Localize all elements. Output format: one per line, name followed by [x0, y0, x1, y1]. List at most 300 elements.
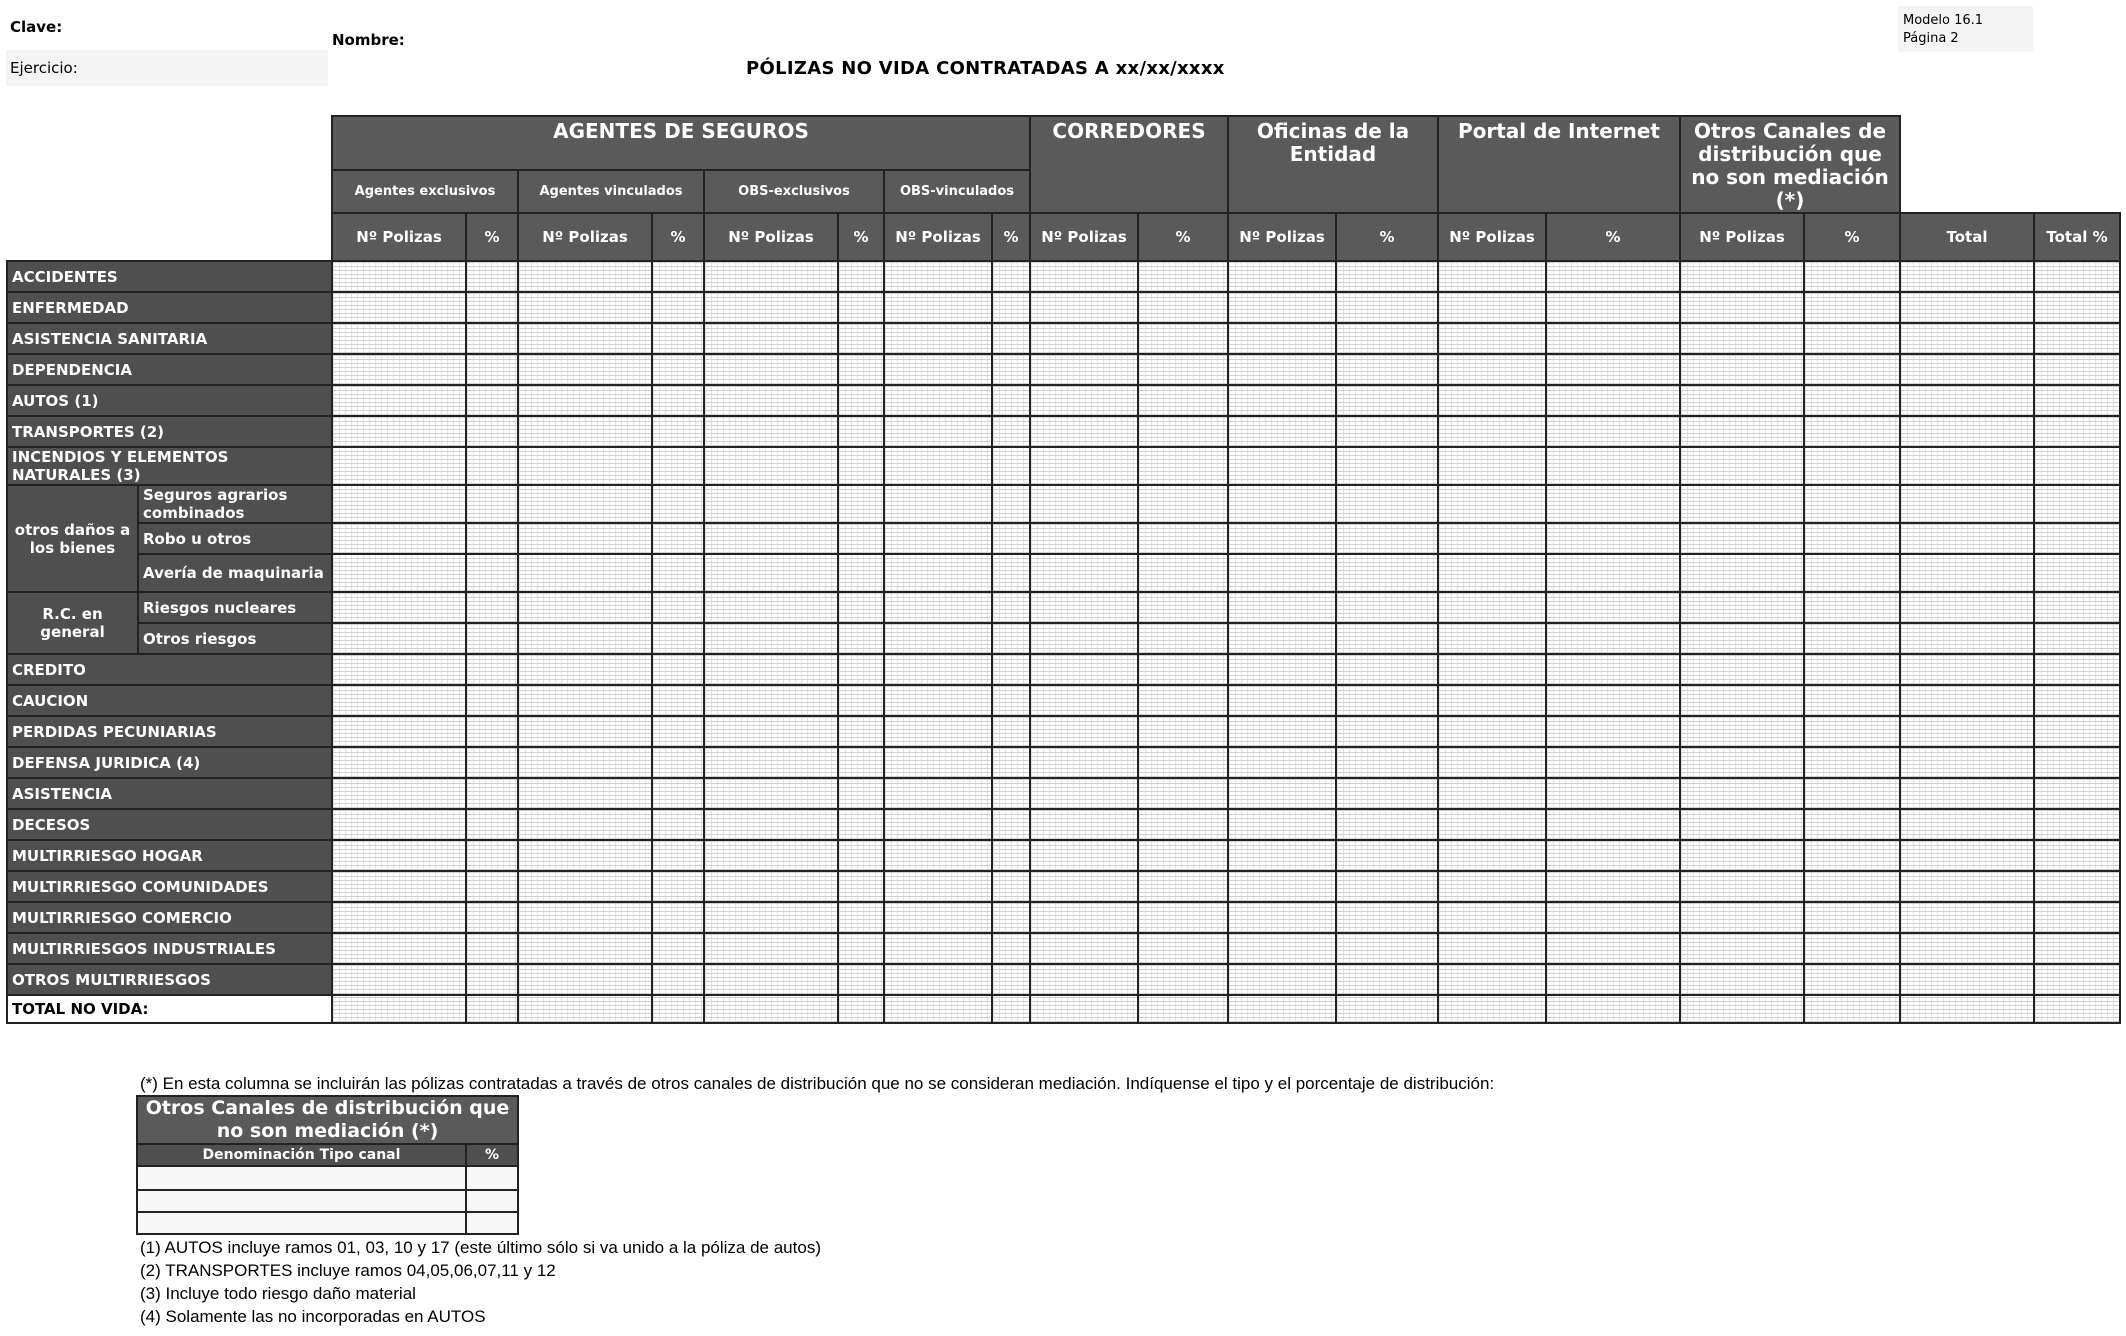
data-cell[interactable]: [518, 871, 652, 902]
data-cell[interactable]: [466, 292, 518, 323]
data-cell[interactable]: [1336, 523, 1438, 554]
data-cell[interactable]: [1900, 685, 2034, 716]
data-cell[interactable]: [332, 354, 466, 385]
data-cell[interactable]: [838, 902, 884, 933]
data-cell[interactable]: [332, 995, 466, 1023]
data-cell[interactable]: [704, 323, 838, 354]
data-cell[interactable]: [1546, 995, 1680, 1023]
data-cell[interactable]: [1228, 840, 1336, 871]
data-cell[interactable]: [838, 623, 884, 654]
data-cell[interactable]: [838, 261, 884, 292]
data-cell[interactable]: [1438, 523, 1546, 554]
data-cell[interactable]: [652, 995, 704, 1023]
data-cell[interactable]: [884, 554, 992, 592]
data-cell[interactable]: [1680, 716, 1804, 747]
data-cell[interactable]: [704, 292, 838, 323]
data-cell[interactable]: [332, 592, 466, 623]
data-cell[interactable]: [1228, 716, 1336, 747]
data-cell[interactable]: [2034, 447, 2120, 485]
data-cell[interactable]: [992, 747, 1030, 778]
data-cell[interactable]: [1030, 261, 1138, 292]
data-cell[interactable]: [332, 902, 466, 933]
data-cell[interactable]: [838, 871, 884, 902]
data-cell[interactable]: [1546, 554, 1680, 592]
data-cell[interactable]: [652, 385, 704, 416]
data-cell[interactable]: [884, 292, 992, 323]
data-cell[interactable]: [2034, 964, 2120, 995]
data-cell[interactable]: [1030, 592, 1138, 623]
data-cell[interactable]: [1804, 933, 1900, 964]
data-cell[interactable]: [1336, 485, 1438, 523]
data-cell[interactable]: [1804, 292, 1900, 323]
data-cell[interactable]: [704, 447, 838, 485]
data-cell[interactable]: [652, 902, 704, 933]
data-cell[interactable]: [1138, 716, 1228, 747]
data-cell[interactable]: [1138, 592, 1228, 623]
data-cell[interactable]: [838, 840, 884, 871]
data-cell[interactable]: [1228, 292, 1336, 323]
data-cell[interactable]: [1900, 747, 2034, 778]
data-cell[interactable]: [992, 354, 1030, 385]
data-cell[interactable]: [1546, 871, 1680, 902]
data-cell[interactable]: [1804, 623, 1900, 654]
data-cell[interactable]: [1030, 523, 1138, 554]
data-cell[interactable]: [1336, 323, 1438, 354]
data-cell[interactable]: [838, 447, 884, 485]
data-cell[interactable]: [1336, 592, 1438, 623]
data-cell[interactable]: [1138, 292, 1228, 323]
data-cell[interactable]: [466, 416, 518, 447]
data-cell[interactable]: [466, 323, 518, 354]
data-cell[interactable]: [1438, 685, 1546, 716]
data-cell[interactable]: [2034, 354, 2120, 385]
data-cell[interactable]: [992, 447, 1030, 485]
data-cell[interactable]: [466, 716, 518, 747]
data-cell[interactable]: [466, 354, 518, 385]
data-cell[interactable]: [1138, 485, 1228, 523]
data-cell[interactable]: [2034, 747, 2120, 778]
data-cell[interactable]: [992, 523, 1030, 554]
data-cell[interactable]: [332, 716, 466, 747]
data-cell[interactable]: [2034, 778, 2120, 809]
data-cell[interactable]: [466, 523, 518, 554]
data-cell[interactable]: [332, 623, 466, 654]
data-cell[interactable]: [1228, 554, 1336, 592]
data-cell[interactable]: [1804, 485, 1900, 523]
data-cell[interactable]: [1546, 778, 1680, 809]
data-cell[interactable]: [1546, 840, 1680, 871]
data-cell[interactable]: [652, 685, 704, 716]
data-cell[interactable]: [466, 778, 518, 809]
data-cell[interactable]: [466, 902, 518, 933]
data-cell[interactable]: [2034, 523, 2120, 554]
data-cell[interactable]: [1228, 354, 1336, 385]
data-cell[interactable]: [992, 323, 1030, 354]
data-cell[interactable]: [1030, 623, 1138, 654]
data-cell[interactable]: [838, 485, 884, 523]
data-cell[interactable]: [466, 485, 518, 523]
data-cell[interactable]: [1546, 964, 1680, 995]
data-cell[interactable]: [838, 554, 884, 592]
data-cell[interactable]: [2034, 654, 2120, 685]
data-cell[interactable]: [838, 416, 884, 447]
data-cell[interactable]: [518, 747, 652, 778]
data-cell[interactable]: [1438, 554, 1546, 592]
data-cell[interactable]: [1228, 416, 1336, 447]
data-cell[interactable]: [1680, 447, 1804, 485]
data-cell[interactable]: [1680, 485, 1804, 523]
data-cell[interactable]: [652, 778, 704, 809]
data-cell[interactable]: [1438, 323, 1546, 354]
data-cell[interactable]: [466, 809, 518, 840]
data-cell[interactable]: [1680, 778, 1804, 809]
data-cell[interactable]: [1680, 995, 1804, 1023]
data-cell[interactable]: [1680, 654, 1804, 685]
data-cell[interactable]: [1138, 385, 1228, 416]
data-cell[interactable]: [518, 485, 652, 523]
data-cell[interactable]: [1680, 964, 1804, 995]
data-cell[interactable]: [992, 871, 1030, 902]
data-cell[interactable]: [1900, 261, 2034, 292]
data-cell[interactable]: [1546, 354, 1680, 385]
data-cell[interactable]: [1336, 685, 1438, 716]
data-cell[interactable]: [1900, 592, 2034, 623]
data-cell[interactable]: [1438, 485, 1546, 523]
data-cell[interactable]: [1438, 964, 1546, 995]
data-cell[interactable]: [704, 716, 838, 747]
data-cell[interactable]: [652, 871, 704, 902]
data-cell[interactable]: [1804, 654, 1900, 685]
data-cell[interactable]: [1336, 261, 1438, 292]
data-cell[interactable]: [838, 654, 884, 685]
data-cell[interactable]: [1138, 323, 1228, 354]
data-cell[interactable]: [838, 323, 884, 354]
data-cell[interactable]: [1336, 995, 1438, 1023]
data-cell[interactable]: [1228, 747, 1336, 778]
data-cell[interactable]: [1138, 554, 1228, 592]
data-cell[interactable]: [1030, 933, 1138, 964]
data-cell[interactable]: [838, 995, 884, 1023]
data-cell[interactable]: [2034, 716, 2120, 747]
data-cell[interactable]: [518, 654, 652, 685]
data-cell[interactable]: [1138, 447, 1228, 485]
data-cell[interactable]: [1546, 261, 1680, 292]
data-cell[interactable]: [1680, 385, 1804, 416]
data-cell[interactable]: [1680, 416, 1804, 447]
data-cell[interactable]: [1336, 933, 1438, 964]
data-cell[interactable]: [1030, 554, 1138, 592]
data-cell[interactable]: [332, 323, 466, 354]
data-cell[interactable]: [704, 778, 838, 809]
data-cell[interactable]: [466, 933, 518, 964]
data-cell[interactable]: [332, 840, 466, 871]
data-cell[interactable]: [884, 592, 992, 623]
data-cell[interactable]: [1336, 964, 1438, 995]
data-cell[interactable]: [1900, 778, 2034, 809]
data-cell[interactable]: [992, 840, 1030, 871]
data-cell[interactable]: [1900, 623, 2034, 654]
data-cell[interactable]: [1030, 964, 1138, 995]
data-cell[interactable]: [466, 261, 518, 292]
data-cell[interactable]: [1680, 623, 1804, 654]
data-cell[interactable]: [1228, 902, 1336, 933]
data-cell[interactable]: [332, 292, 466, 323]
data-cell[interactable]: [1680, 354, 1804, 385]
data-cell[interactable]: [704, 964, 838, 995]
data-cell[interactable]: [884, 995, 992, 1023]
data-cell[interactable]: [838, 747, 884, 778]
data-cell[interactable]: [652, 354, 704, 385]
data-cell[interactable]: [1680, 747, 1804, 778]
data-cell[interactable]: [704, 933, 838, 964]
data-cell[interactable]: [1030, 685, 1138, 716]
data-cell[interactable]: [884, 654, 992, 685]
data-cell[interactable]: [2034, 554, 2120, 592]
data-cell[interactable]: [1030, 809, 1138, 840]
data-cell[interactable]: [518, 716, 652, 747]
data-cell[interactable]: [1438, 261, 1546, 292]
data-cell[interactable]: [992, 778, 1030, 809]
data-cell[interactable]: [1804, 416, 1900, 447]
data-cell[interactable]: [838, 354, 884, 385]
data-cell[interactable]: [1546, 716, 1680, 747]
data-cell[interactable]: [2034, 623, 2120, 654]
data-cell[interactable]: [704, 747, 838, 778]
data-cell[interactable]: [1680, 592, 1804, 623]
data-cell[interactable]: [332, 385, 466, 416]
data-cell[interactable]: [838, 933, 884, 964]
data-cell[interactable]: [332, 933, 466, 964]
data-cell[interactable]: [838, 778, 884, 809]
data-cell[interactable]: [1680, 261, 1804, 292]
data-cell[interactable]: [704, 902, 838, 933]
data-cell[interactable]: [518, 554, 652, 592]
data-cell[interactable]: [884, 385, 992, 416]
data-cell[interactable]: [1336, 840, 1438, 871]
data-cell[interactable]: [518, 523, 652, 554]
data-cell[interactable]: [652, 523, 704, 554]
data-cell[interactable]: [1546, 747, 1680, 778]
data-cell[interactable]: [884, 964, 992, 995]
data-cell[interactable]: [1438, 778, 1546, 809]
data-cell[interactable]: [1336, 385, 1438, 416]
data-cell[interactable]: [884, 354, 992, 385]
data-cell[interactable]: [1336, 747, 1438, 778]
data-cell[interactable]: [1900, 871, 2034, 902]
data-cell[interactable]: [466, 554, 518, 592]
data-cell[interactable]: [518, 933, 652, 964]
data-cell[interactable]: [518, 685, 652, 716]
data-cell[interactable]: [1900, 933, 2034, 964]
data-cell[interactable]: [1228, 523, 1336, 554]
data-cell[interactable]: [652, 416, 704, 447]
data-cell[interactable]: [1804, 554, 1900, 592]
data-cell[interactable]: [884, 778, 992, 809]
data-cell[interactable]: [1438, 416, 1546, 447]
data-cell[interactable]: [1804, 902, 1900, 933]
data-cell[interactable]: [2034, 592, 2120, 623]
data-cell[interactable]: [1900, 902, 2034, 933]
data-cell[interactable]: [1900, 995, 2034, 1023]
data-cell[interactable]: [1438, 447, 1546, 485]
data-cell[interactable]: [992, 485, 1030, 523]
data-cell[interactable]: [1030, 871, 1138, 902]
data-cell[interactable]: [518, 995, 652, 1023]
data-cell[interactable]: [704, 592, 838, 623]
data-cell[interactable]: [1138, 623, 1228, 654]
data-cell[interactable]: [884, 447, 992, 485]
data-cell[interactable]: [518, 447, 652, 485]
data-cell[interactable]: [704, 840, 838, 871]
data-cell[interactable]: [1438, 654, 1546, 685]
data-cell[interactable]: [1336, 902, 1438, 933]
data-cell[interactable]: [2034, 685, 2120, 716]
data-cell[interactable]: [884, 323, 992, 354]
data-cell[interactable]: [518, 292, 652, 323]
data-cell[interactable]: [1546, 902, 1680, 933]
data-cell[interactable]: [1804, 592, 1900, 623]
data-cell[interactable]: [1030, 716, 1138, 747]
data-cell[interactable]: [332, 447, 466, 485]
data-cell[interactable]: [1138, 964, 1228, 995]
data-cell[interactable]: [1228, 654, 1336, 685]
data-cell[interactable]: [1030, 416, 1138, 447]
data-cell[interactable]: [466, 840, 518, 871]
data-cell[interactable]: [838, 685, 884, 716]
data-cell[interactable]: [332, 416, 466, 447]
data-cell[interactable]: [332, 261, 466, 292]
data-cell[interactable]: [332, 809, 466, 840]
data-cell[interactable]: [466, 623, 518, 654]
data-cell[interactable]: [704, 416, 838, 447]
data-cell[interactable]: [704, 871, 838, 902]
data-cell[interactable]: [1680, 685, 1804, 716]
data-cell[interactable]: [704, 354, 838, 385]
data-cell[interactable]: [704, 554, 838, 592]
data-cell[interactable]: [1546, 623, 1680, 654]
data-cell[interactable]: [884, 933, 992, 964]
data-cell[interactable]: [1228, 261, 1336, 292]
data-cell[interactable]: [1546, 933, 1680, 964]
data-cell[interactable]: [884, 416, 992, 447]
data-cell[interactable]: [332, 685, 466, 716]
data-cell[interactable]: [1336, 554, 1438, 592]
data-cell[interactable]: [704, 654, 838, 685]
data-cell[interactable]: [1900, 292, 2034, 323]
data-cell[interactable]: [652, 292, 704, 323]
data-cell[interactable]: [1228, 778, 1336, 809]
data-cell[interactable]: [992, 385, 1030, 416]
data-cell[interactable]: [1804, 523, 1900, 554]
data-cell[interactable]: [652, 964, 704, 995]
data-cell[interactable]: [1228, 485, 1336, 523]
data-cell[interactable]: [1138, 354, 1228, 385]
data-cell[interactable]: [2034, 416, 2120, 447]
data-cell[interactable]: [1804, 385, 1900, 416]
data-cell[interactable]: [332, 747, 466, 778]
data-cell[interactable]: [1138, 523, 1228, 554]
data-cell[interactable]: [2034, 933, 2120, 964]
otros-canal-pct-cell[interactable]: [466, 1190, 518, 1212]
data-cell[interactable]: [992, 261, 1030, 292]
data-cell[interactable]: [1900, 385, 2034, 416]
data-cell[interactable]: [1804, 323, 1900, 354]
data-cell[interactable]: [1680, 840, 1804, 871]
data-cell[interactable]: [518, 261, 652, 292]
data-cell[interactable]: [1138, 685, 1228, 716]
data-cell[interactable]: [1546, 385, 1680, 416]
data-cell[interactable]: [704, 809, 838, 840]
data-cell[interactable]: [1138, 747, 1228, 778]
data-cell[interactable]: [1228, 385, 1336, 416]
data-cell[interactable]: [1228, 995, 1336, 1023]
data-cell[interactable]: [1680, 902, 1804, 933]
data-cell[interactable]: [518, 354, 652, 385]
data-cell[interactable]: [1030, 902, 1138, 933]
data-cell[interactable]: [1546, 809, 1680, 840]
data-cell[interactable]: [704, 623, 838, 654]
data-cell[interactable]: [1804, 871, 1900, 902]
data-cell[interactable]: [838, 592, 884, 623]
data-cell[interactable]: [466, 871, 518, 902]
data-cell[interactable]: [652, 809, 704, 840]
data-cell[interactable]: [884, 716, 992, 747]
data-cell[interactable]: [518, 902, 652, 933]
data-cell[interactable]: [1228, 592, 1336, 623]
data-cell[interactable]: [1900, 323, 2034, 354]
data-cell[interactable]: [332, 485, 466, 523]
data-cell[interactable]: [1030, 354, 1138, 385]
data-cell[interactable]: [2034, 902, 2120, 933]
data-cell[interactable]: [1900, 964, 2034, 995]
data-cell[interactable]: [652, 747, 704, 778]
data-cell[interactable]: [1804, 995, 1900, 1023]
data-cell[interactable]: [1900, 485, 2034, 523]
data-cell[interactable]: [1804, 685, 1900, 716]
data-cell[interactable]: [518, 416, 652, 447]
data-cell[interactable]: [1030, 840, 1138, 871]
data-cell[interactable]: [884, 685, 992, 716]
data-cell[interactable]: [884, 523, 992, 554]
data-cell[interactable]: [518, 840, 652, 871]
data-cell[interactable]: [1900, 354, 2034, 385]
data-cell[interactable]: [1030, 385, 1138, 416]
data-cell[interactable]: [1900, 523, 2034, 554]
data-cell[interactable]: [1030, 654, 1138, 685]
data-cell[interactable]: [1900, 809, 2034, 840]
data-cell[interactable]: [992, 809, 1030, 840]
otros-canal-name-cell[interactable]: [137, 1212, 466, 1234]
data-cell[interactable]: [1030, 447, 1138, 485]
data-cell[interactable]: [1804, 716, 1900, 747]
data-cell[interactable]: [1900, 840, 2034, 871]
data-cell[interactable]: [1680, 323, 1804, 354]
data-cell[interactable]: [992, 902, 1030, 933]
data-cell[interactable]: [1546, 592, 1680, 623]
data-cell[interactable]: [992, 292, 1030, 323]
data-cell[interactable]: [1030, 778, 1138, 809]
data-cell[interactable]: [1900, 416, 2034, 447]
data-cell[interactable]: [1030, 485, 1138, 523]
data-cell[interactable]: [1804, 964, 1900, 995]
data-cell[interactable]: [1438, 716, 1546, 747]
data-cell[interactable]: [1804, 778, 1900, 809]
data-cell[interactable]: [1680, 523, 1804, 554]
data-cell[interactable]: [1030, 323, 1138, 354]
data-cell[interactable]: [2034, 485, 2120, 523]
data-cell[interactable]: [652, 592, 704, 623]
otros-canal-name-cell[interactable]: [137, 1190, 466, 1212]
